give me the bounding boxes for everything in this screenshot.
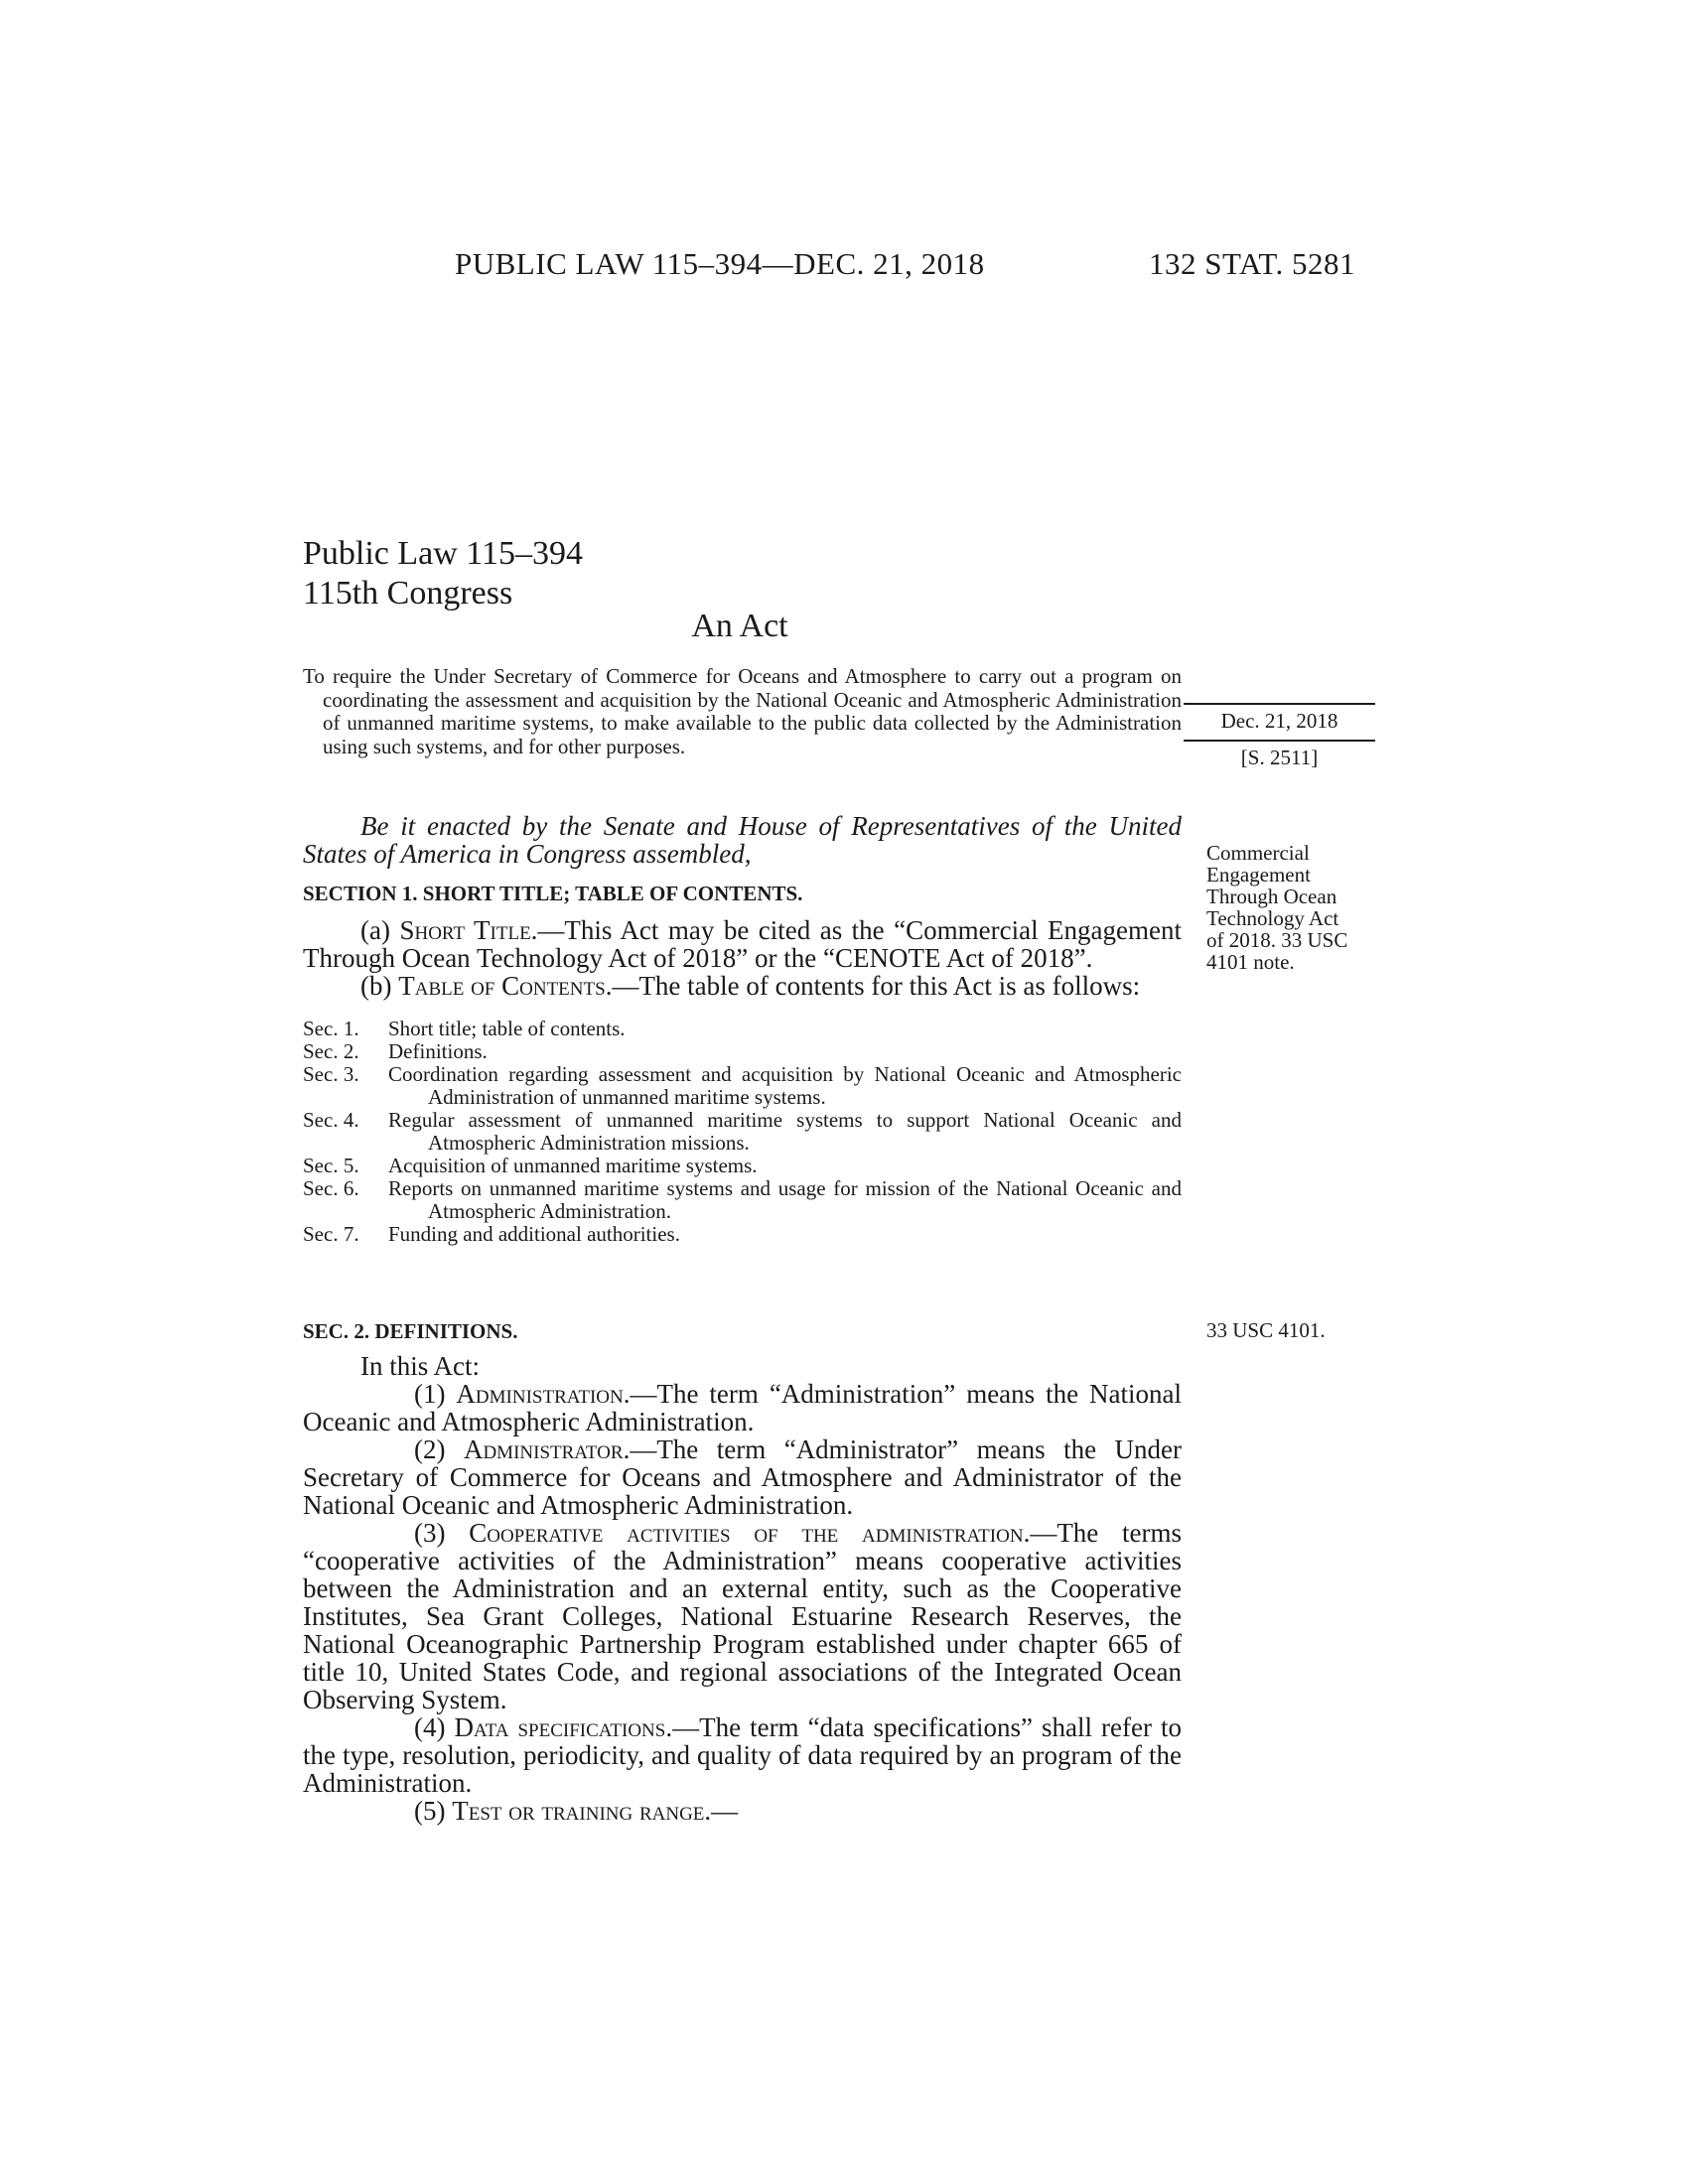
toc-entry-text: Regular assessment of unmanned maritime systems to support National Oceanic and Atmospheric Administration missions. [388, 1108, 1182, 1155]
definition-1 [303, 1380, 1182, 1435]
subsection-a-text: .—This Act may be cited as the “Commercial Engagement Through Ocean Technology Act of 2018” or the “CENOTE Act of 2018”. [303, 915, 1182, 973]
enactment-date-block [1184, 703, 1375, 770]
toc-entry-number: Sec. 6. [303, 1176, 359, 1200]
definition-5-text: .— [704, 1796, 739, 1826]
subsection-a-heading: Short Title [399, 915, 531, 945]
definition-5 [303, 1797, 1182, 1825]
definition-1-term: Administration [456, 1379, 624, 1409]
definition-5-term: Test or training range [452, 1796, 705, 1826]
subsection-a-number: (a) [360, 915, 400, 945]
subsection-b-number: (b) [360, 971, 399, 1001]
running-head: PUBLIC LAW 115–394—DEC. 21, 2018 [455, 246, 985, 281]
definition-2-text: .—The term “Administrator” means the Under Secretary of Commerce for Oceans and Atmosphere and Administrator of the National Oceanic and Atmospheric Administration. [303, 1434, 1182, 1520]
congress-label: 115th Congress [303, 575, 513, 612]
statute-citation: 132 STAT. 5281 [1149, 246, 1356, 281]
law-number: Public Law 115–394 [303, 535, 584, 572]
definition-3-text: .—The terms “cooperative activities of the Administration” means cooperative activities between the Administration and an external entity, such as the Cooperative Institutes, Sea Grant Colleges, National Estuarine Research Reserves, the National Oceanographic Partnership Program established under chapter 665 of title 10, United States Code, and regional associations of the Integrated Ocean Observing System. [303, 1518, 1183, 1714]
toc-entry-number: Sec. 2. [303, 1039, 359, 1063]
definition-2-term: Administrator [463, 1434, 624, 1464]
toc-entry-text: Coordination regarding assessment and acquisition by National Oceanic and Atmospheric Administration of unmanned maritime systems. [388, 1062, 1182, 1109]
definition-1-text: .—The term “Administration” means the National Oceanic and Atmospheric Administration. [303, 1379, 1182, 1436]
toc-entry [303, 1223, 1182, 1246]
definition-5-number: (5) [414, 1796, 453, 1826]
definition-4-term: Data specifications [454, 1712, 666, 1742]
toc-entry-text: Funding and additional authorities. [388, 1222, 680, 1246]
definitions-intro: In this Act: [360, 1351, 480, 1381]
definition-4 [303, 1713, 1182, 1797]
toc-entry-text: Reports on unmanned maritime systems and usage for mission of the National Oceanic and Atmospheric Administration. [388, 1176, 1182, 1223]
toc-entry [303, 1177, 1182, 1223]
toc-entry [303, 1063, 1182, 1109]
margin-note-definitions: 33 USC 4101. [1206, 1318, 1326, 1342]
toc-entry-number: Sec. 3. [303, 1062, 359, 1086]
purpose-text: To require the Under Secretary of Commerce for Oceans and Atmosphere to carry out a program on coordinating the assessment and acquisition by the National Oceanic and Atmospheric Administration of unmanned maritime systems, to make available to the public data collected by the Administration using such systems, and for other purposes. [303, 664, 1182, 758]
enactment-date: Dec. 21, 2018 [1220, 709, 1338, 733]
toc-entry-number: Sec. 7. [303, 1222, 359, 1246]
margin-note-short-title: Commercial Engagement Through Ocean Technology Act of 2018. 33 USC 4101 note. [1206, 841, 1348, 974]
toc-entry-number: Sec. 1. [303, 1017, 359, 1040]
enacting-clause: Be it enacted by the Senate and House of Representatives of the United States of America in Congress assembled, [303, 811, 1182, 869]
toc-entry [303, 1040, 1182, 1063]
section-2-heading: SEC. 2. DEFINITIONS. [303, 1319, 518, 1343]
toc-entry-number: Sec. 4. [303, 1108, 359, 1132]
definition-3-term: Cooperative activities of the administration [469, 1518, 1024, 1548]
definition-3-number: (3) [414, 1518, 470, 1548]
toc-entry [303, 1155, 1182, 1177]
definition-3 [303, 1519, 1182, 1713]
toc-entry-text: Acquisition of unmanned maritime systems. [388, 1154, 758, 1177]
definition-1-number: (1) [414, 1379, 457, 1409]
toc-entry-text: Short title; table of contents. [388, 1017, 626, 1040]
toc-entry [303, 1109, 1182, 1155]
subsection-b-text: .—The table of contents for this Act is as follows: [605, 971, 1141, 1001]
subsection-a [303, 916, 1182, 972]
toc-entry [303, 1018, 1182, 1040]
section-2-block [303, 1319, 1182, 1825]
subsection-b-heading: Table of Contents [398, 971, 606, 1001]
table-of-contents [303, 1018, 1182, 1246]
definition-4-number: (4) [414, 1712, 455, 1742]
toc-entry-text: Definitions. [388, 1039, 488, 1063]
bill-number: [S. 2511] [1240, 746, 1319, 769]
purpose-block [303, 665, 1182, 758]
definition-2-number: (2) [414, 1434, 464, 1464]
definition-4-text: .—The term “data specifications” shall refer to the type, resolution, periodicity, and quality of data required by an program of the Administration. [303, 1712, 1182, 1798]
section-1-heading: SECTION 1. SHORT TITLE; TABLE OF CONTENTS. [303, 882, 803, 905]
act-label: An Act [691, 608, 788, 644]
toc-entry-number: Sec. 5. [303, 1154, 359, 1177]
section-1-block [303, 812, 1182, 1246]
subsection-b [303, 972, 1182, 1000]
definition-2 [303, 1435, 1182, 1519]
